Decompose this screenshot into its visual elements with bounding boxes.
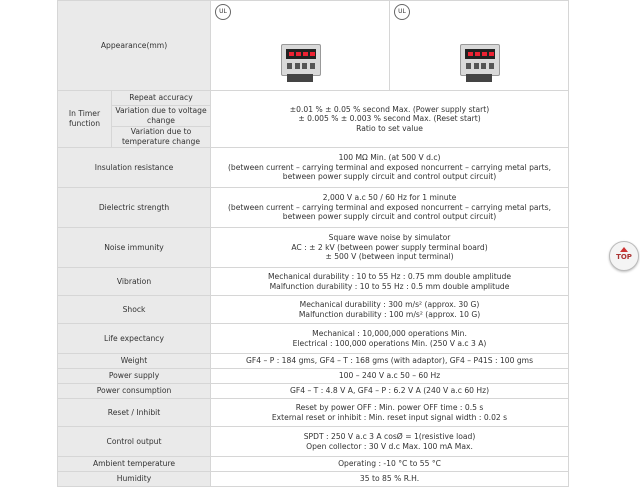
timer-function-label: In Timer function <box>58 91 112 148</box>
spec-value <box>211 268 569 296</box>
arrow-up-icon <box>620 247 628 252</box>
spec-row <box>58 324 569 354</box>
spec-value-line: Operating : -10 °C to 55 °C <box>338 459 441 469</box>
spec-value <box>211 399 569 427</box>
appearance-label: Appearance(mm) <box>58 1 211 91</box>
spec-label: Control output <box>58 427 211 457</box>
spec-value-line: GF4 – P : 184 gms, GF4 – T : 168 gms (with adaptor), GF4 – P41S : 100 gms <box>246 356 534 366</box>
spec-value-line: SPDT : 250 V a.c 3 A cosØ = 1(resistive load) <box>303 431 476 441</box>
spec-value <box>211 188 569 228</box>
spec-value-line: External reset or inhibit : Min. reset input signal width : 0.02 s <box>271 412 508 422</box>
timer-device-icon <box>460 44 498 82</box>
spec-value <box>211 354 569 369</box>
spec-row <box>58 268 569 296</box>
spec-label: Humidity <box>58 472 211 487</box>
spec-value-line: Malfunction durability : 10 to 55 Hz : 0.5 mm double amplitude <box>269 281 510 291</box>
spec-value-line: Electrical : 100,000 operations Min. (250 V a.c 3 A) <box>292 338 487 348</box>
spec-value <box>211 296 569 324</box>
spec-value-line: 100 – 240 V a.c 50 – 60 Hz <box>338 371 441 381</box>
spec-value-line: ± 500 V (between input terminal) <box>325 252 454 262</box>
spec-value-line: Mechanical : 10,000,000 operations Min. <box>312 328 467 338</box>
repeat-accuracy-label: Repeat accuracy <box>112 91 211 106</box>
timer-device-icon <box>281 44 319 82</box>
spec-value-line: between power supply circuit and control output circuit) <box>282 172 497 182</box>
spec-value-line: 100 MΩ Min. (at 500 V d.c) <box>338 153 441 163</box>
spec-label: Dielectric strength <box>58 188 211 228</box>
timer-function-values <box>211 91 569 148</box>
spec-value-line: 2,000 V a.c 50 / 60 Hz for 1 minute <box>322 193 457 203</box>
spec-value-line: Square wave noise by simulator <box>328 233 451 243</box>
spec-label: Noise immunity <box>58 228 211 268</box>
spec-value-line: AC : ± 2 kV (between power supply terminal board) <box>291 242 488 252</box>
spec-value-line: Mechanical durability : 10 to 55 Hz : 0.75 mm double amplitude <box>268 271 512 281</box>
spec-value-line: (between current – carrying terminal and exposed noncurrent – carrying metal parts, <box>227 202 552 212</box>
timer-value-line: ± 0.005 % ± 0.003 % second Max. (Reset start) <box>298 114 481 124</box>
spec-value-line: Mechanical durability : 300 m/s² (approx. 30 G) <box>299 299 480 309</box>
ul-cert-icon: UL <box>215 4 231 20</box>
spec-row <box>58 457 569 472</box>
ul-cert-icon: UL <box>394 4 410 20</box>
spec-value-line: Malfunction durability : 100 m/s² (approx. 10 G) <box>298 309 481 319</box>
spec-value-line: GF4 – T : 4.8 V A, GF4 – P : 6.2 V A (240 V a.c 60 Hz) <box>289 386 490 396</box>
spec-label: Insulation resistance <box>58 148 211 188</box>
spec-row <box>58 384 569 399</box>
spec-row <box>58 296 569 324</box>
spec-value <box>211 369 569 384</box>
spec-table <box>57 0 569 487</box>
spec-label: Power consumption <box>58 384 211 399</box>
spec-label: Weight <box>58 354 211 369</box>
spec-value <box>211 427 569 457</box>
spec-value <box>211 148 569 188</box>
spec-row <box>58 399 569 427</box>
spec-value <box>211 324 569 354</box>
spec-label: Life expectancy <box>58 324 211 354</box>
appearance-image-1 <box>211 1 390 91</box>
spec-value-line: Reset by power OFF : Min. power OFF time : 0.5 s <box>295 402 484 412</box>
appearance-image-2 <box>390 1 569 91</box>
spec-row <box>58 472 569 487</box>
spec-value <box>211 228 569 268</box>
spec-value-line: 35 to 85 % R.H. <box>359 474 420 484</box>
spec-row <box>58 354 569 369</box>
spec-label: Ambient temperature <box>58 457 211 472</box>
spec-value <box>211 472 569 487</box>
timer-value-line: ±0.01 % ± 0.05 % second Max. (Power supply start) <box>289 104 490 114</box>
spec-label: Power supply <box>58 369 211 384</box>
voltage-variation-label: Variation due to voltage change <box>112 106 211 127</box>
temperature-variation-label: Variation due to temperature change <box>112 127 211 148</box>
scroll-top-button[interactable]: TOP <box>609 241 639 271</box>
spec-row <box>58 148 569 188</box>
spec-value <box>211 457 569 472</box>
spec-value-line: between power supply circuit and control output circuit) <box>282 212 497 222</box>
spec-label: Reset / Inhibit <box>58 399 211 427</box>
spec-row <box>58 427 569 457</box>
spec-value <box>211 384 569 399</box>
spec-row <box>58 188 569 228</box>
spec-row <box>58 369 569 384</box>
spec-label: Shock <box>58 296 211 324</box>
spec-value-line: (between current – carrying terminal and exposed noncurrent – carrying metal parts, <box>227 162 552 172</box>
timer-value-line: Ratio to set value <box>356 123 423 133</box>
spec-label: Vibration <box>58 268 211 296</box>
spec-value-line: Open collector : 30 V d.c Max. 100 mA Max. <box>306 441 473 451</box>
spec-row <box>58 228 569 268</box>
